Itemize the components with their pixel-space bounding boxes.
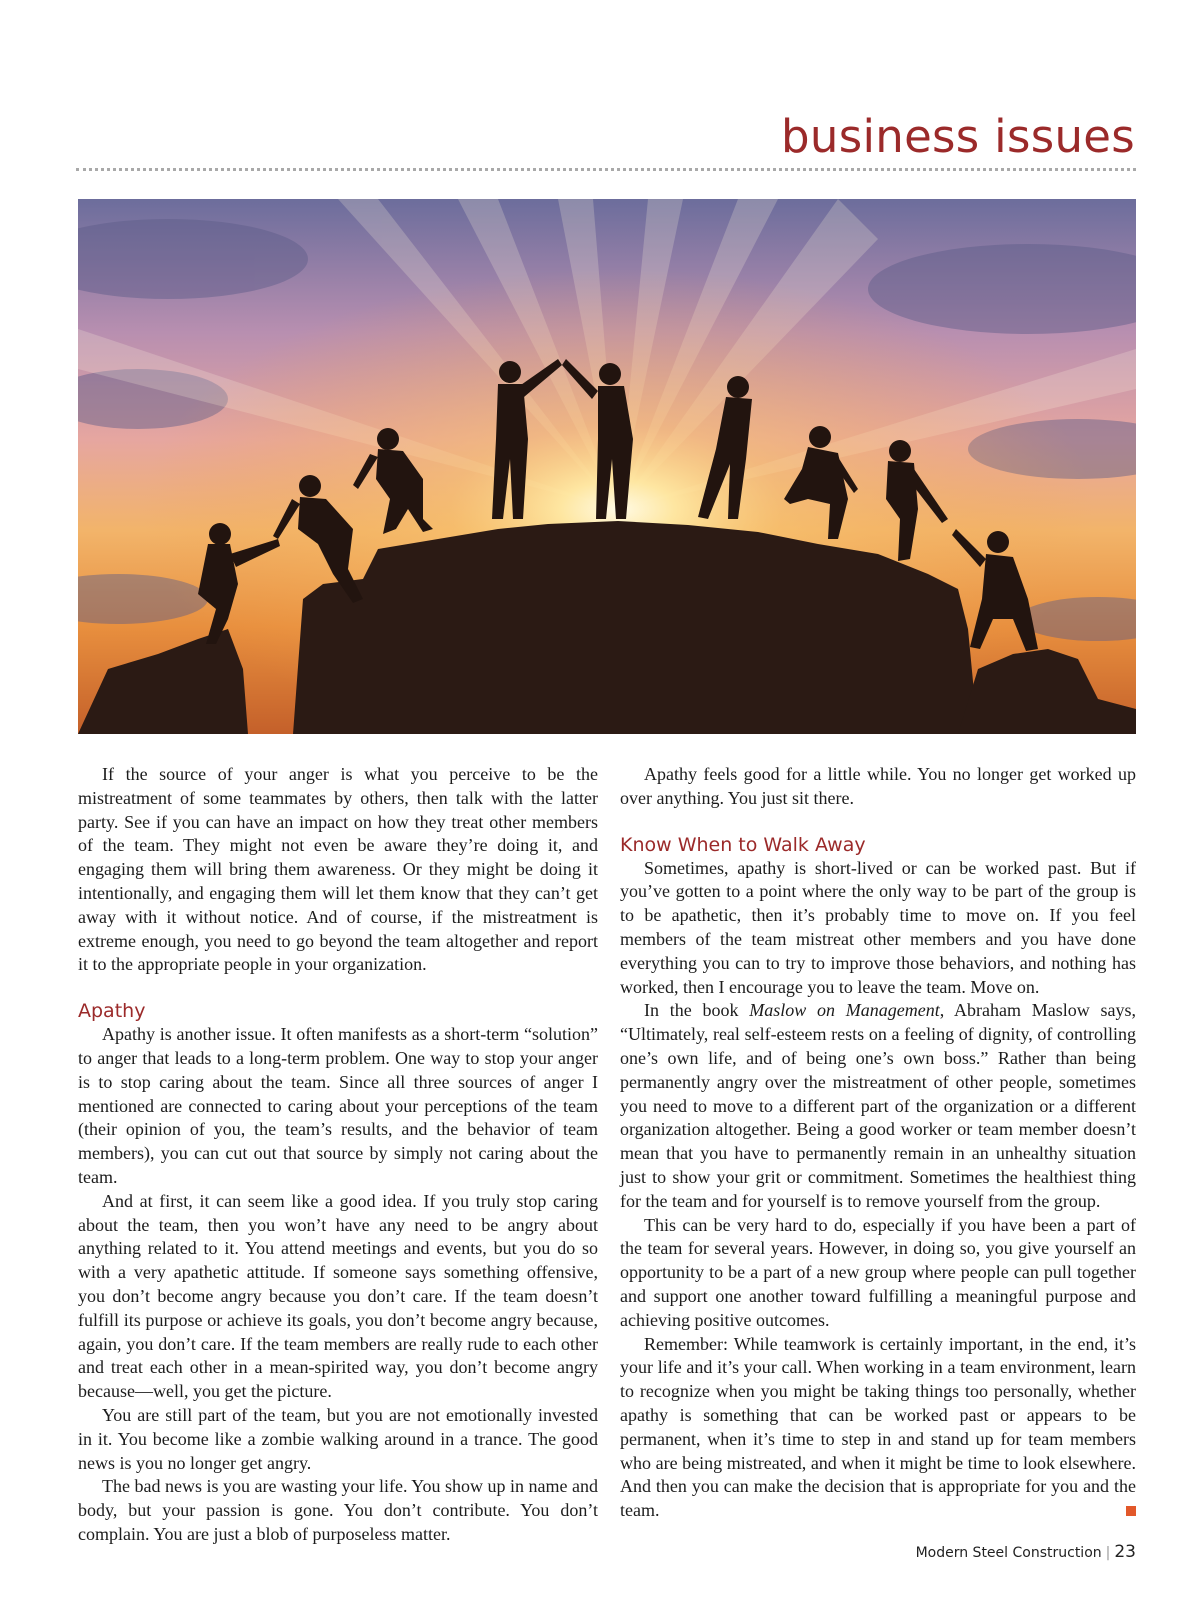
page-footer (916, 1542, 1136, 1562)
paragraph: Sometimes, apathy is short-lived or can be worked past. But if you’ve gotten to a point where the only way to be part of the group is to be apathetic, then it’s probably time to move on. If you feel members of the team mistreat other members and you have done everything you can to try to improve those behaviors, and nothing has worked, then I encourage you to leave the team. Move on. (620, 857, 1136, 997)
paragraph: If the source of your anger is what you perceive to be the mistreatment of some teammates by others, then talk with the latter party. See if you can have an impact on how they treat other members of the team. They might not even be aware they’re doing it, and engaging them will bring them awareness. Or they might be doing it intentionally, and engaging them will let them know that they can’t get away with it without notice. And of course, if the mistreatment is extreme enough, you need to go beyond the team altogether and report it to the appropriate people in your organization. (78, 764, 598, 975)
subheading-know-when-to-walk-away: Know When to Walk Away (620, 833, 866, 856)
dotted-divider (76, 168, 1136, 171)
paragraph-maslow-quote (620, 999, 1136, 1213)
text-run: , Abraham Maslow says, “Ultimately, real self-esteem rests on a feeling of dignity, of controlling one’s own life, and of being one’s own boss.” Rather than being permanently angry over the mistreatment of other people, sometimes you need to move to a different part of the organization or a different organization altogether. Being a good worker or team member doesn’t mean that you have to permanently remain in an unhealthy situation just to show your grit or commitment. Sometimes the healthiest thing for the team and for yourself is to remove yourself from the group. (620, 1000, 1137, 1211)
subheading-apathy: Apathy (78, 1000, 146, 1023)
text-run: In the book (644, 1000, 750, 1021)
page-number: 23 (1114, 1542, 1136, 1562)
paragraph: Apathy is another issue. It often manifests as a short-term “solution” to anger that leads to a long-term problem. One way to stop your anger is to stop caring about the team. Since all three sources of anger I mentioned are connected to caring about your perceptions of the team (their opinion of you, the team’s results, and the behavior of team members), you can cut out that source by simply not caring about the team. (78, 1024, 598, 1187)
right-column (620, 763, 1136, 1523)
book-title: Maslow on Management (749, 1000, 940, 1021)
end-of-article-mark-icon (1126, 1506, 1136, 1516)
footer-separator: | (1105, 1545, 1111, 1561)
paragraph: You are still part of the team, but you are not emotionally invested in it. You become like a zombie walking around in a trance. The good news is you no longer get angry. (78, 1404, 598, 1473)
section-title: business issues (781, 110, 1135, 163)
left-column (78, 763, 598, 1547)
text-run: Remember: While teamwork is certainly important, in the end, it’s your life and it’s your call. When working in a team environment, learn to recognize when you might be taking things too personally, whether apathy is something that can be worked past or appears to be permanent, when it’s time to step in and stand up for team members who are being mistreated, and when it might be time to look elsewhere. And then you can make the decision that is appropriate for you and the team. (620, 1333, 1136, 1521)
paragraph: This can be very hard to do, especially if you have been a part of the team for several years. However, in doing so, you give yourself an opportunity to be a part of a new group where people can pull together and support one another toward fulfilling a meaningful purpose and achieving positive outcomes. (620, 1214, 1136, 1330)
paragraph (620, 1333, 1136, 1523)
paragraph: The bad news is you are wasting your life. You show up in name and body, but your passion is gone. You don’t contribute. You don’t complain. You are just a blob of purposeless matter. (78, 1476, 598, 1544)
publication-name: Modern Steel Construction (915, 1545, 1102, 1561)
paragraph: Apathy feels good for a little while. You no longer get worked up over anything. You just sit there. (620, 764, 1136, 808)
paragraph: And at first, it can seem like a good idea. If you truly stop caring about the team, then you won’t have any need to be angry about anything related to it. You attend meetings and events, but you do so with a very apathetic attitude. If someone says something offensive, you don’t become angry because you don’t care. If the team doesn’t fulfill its purpose or achieve its goals, you don’t become angry because, again, you don’t care. If the team members are really rude to each other and treat each other in a mean-spirited way, you don’t become angry because—well, you get the picture. (78, 1190, 598, 1402)
hero-image-teamwork-silhouettes (78, 199, 1136, 734)
